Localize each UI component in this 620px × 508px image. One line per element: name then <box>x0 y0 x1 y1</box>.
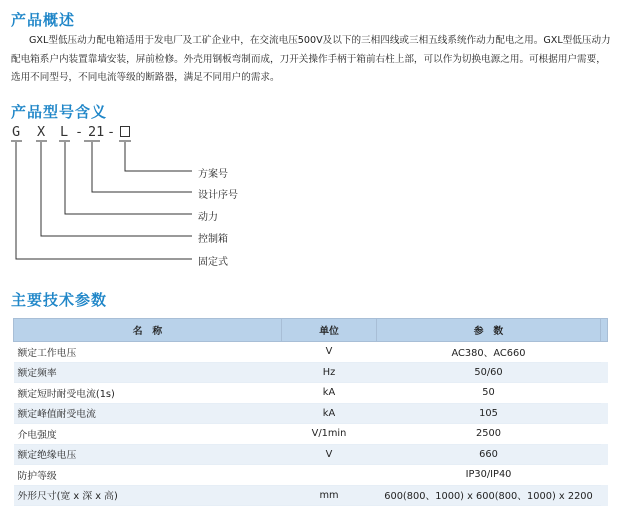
cell-value: 105 <box>377 403 601 424</box>
code-char-l: L <box>60 124 69 140</box>
leader-line-control-box <box>41 142 192 236</box>
table-row <box>14 444 608 465</box>
cell-name: 介电强度 <box>14 424 282 445</box>
table-edge-bar <box>601 342 608 363</box>
cell-value: 50/60 <box>377 362 601 383</box>
specs-header-row <box>14 319 608 342</box>
table-edge-bar <box>601 362 608 383</box>
cell-value: 50 <box>377 383 601 404</box>
leader-line-power <box>65 142 192 214</box>
legend-power: 动力 <box>198 212 218 223</box>
cell-name: 外形尺寸(宽 x 深 x 高) <box>14 485 282 506</box>
table-row <box>14 383 608 404</box>
cell-unit: kA <box>282 403 377 424</box>
col-header-name: 名 称 <box>14 319 282 342</box>
cell-unit: mm <box>282 485 377 506</box>
cell-unit: V <box>282 342 377 363</box>
cell-name: 额定短时耐受电流(1s) <box>14 383 282 404</box>
table-row <box>14 403 608 424</box>
cell-name: 额定绝缘电压 <box>14 444 282 465</box>
overview-heading: 产品概述 <box>11 11 76 29</box>
cell-unit: V/1min <box>282 424 377 445</box>
table-row <box>14 424 608 445</box>
code-series-number: 21 <box>88 124 105 140</box>
legend-scheme-number: 方案号 <box>198 169 228 180</box>
leader-line-design-serial <box>92 142 192 192</box>
cell-unit: Hz <box>282 362 377 383</box>
legend-design-serial: 设计序号 <box>198 190 238 201</box>
table-edge-bar <box>601 383 608 404</box>
table-row <box>14 362 608 383</box>
table-edge-bar <box>601 444 608 465</box>
cell-name: 额定频率 <box>14 362 282 383</box>
cell-value: AC380、AC660 <box>377 342 601 363</box>
code-dash-2: - <box>107 124 116 140</box>
leader-line-scheme <box>125 142 192 171</box>
table-row <box>14 465 608 486</box>
table-edge-bar <box>601 319 608 342</box>
table-row <box>14 485 608 506</box>
cell-unit: V <box>282 444 377 465</box>
table-edge-bar <box>601 465 608 486</box>
cell-value: 2500 <box>377 424 601 445</box>
code-dash-1: - <box>75 124 84 140</box>
cell-name: 额定峰值耐受电流 <box>14 403 282 424</box>
col-header-value: 参 数 <box>377 319 601 342</box>
legend-control-box: 控制箱 <box>198 234 228 245</box>
table-edge-bar <box>601 485 608 506</box>
cell-unit <box>282 465 377 486</box>
leader-line-fixed <box>16 142 192 259</box>
table-row <box>14 342 608 363</box>
code-char-x: X <box>37 124 46 140</box>
col-header-unit: 单位 <box>282 319 377 342</box>
code-char-g: G <box>12 124 21 140</box>
specs-heading: 主要技术参数 <box>11 291 108 309</box>
cell-value: 660 <box>377 444 601 465</box>
model-heading: 产品型号含义 <box>11 103 108 121</box>
cell-value: 600(800、1000) x 600(800、1000) x 2200 <box>377 485 601 506</box>
table-edge-bar <box>601 424 608 445</box>
cell-unit: kA <box>282 383 377 404</box>
table-edge-bar <box>601 403 608 424</box>
overview-paragraph: GXL型低压动力配电箱适用于发电厂及工矿企业中，在交流电压500V及以下的三相四线或三相五线系统作动力配电之用。GXL型低压动力配电箱系户内装置靠墙安装，屏前检修。外壳用钢板弯制而成，刀开关操作手柄于箱前右柱上部，可以作为切换电源之用。可根据用户需要，选用不同型号，不同电流等级的断路器，满足不同用户的需求。 <box>11 35 611 83</box>
cell-name: 防护等级 <box>14 465 282 486</box>
legend-fixed-type: 固定式 <box>198 257 228 268</box>
cell-value: IP30/IP40 <box>377 465 601 486</box>
specs-table <box>13 318 608 506</box>
cell-name: 额定工作电压 <box>14 342 282 363</box>
